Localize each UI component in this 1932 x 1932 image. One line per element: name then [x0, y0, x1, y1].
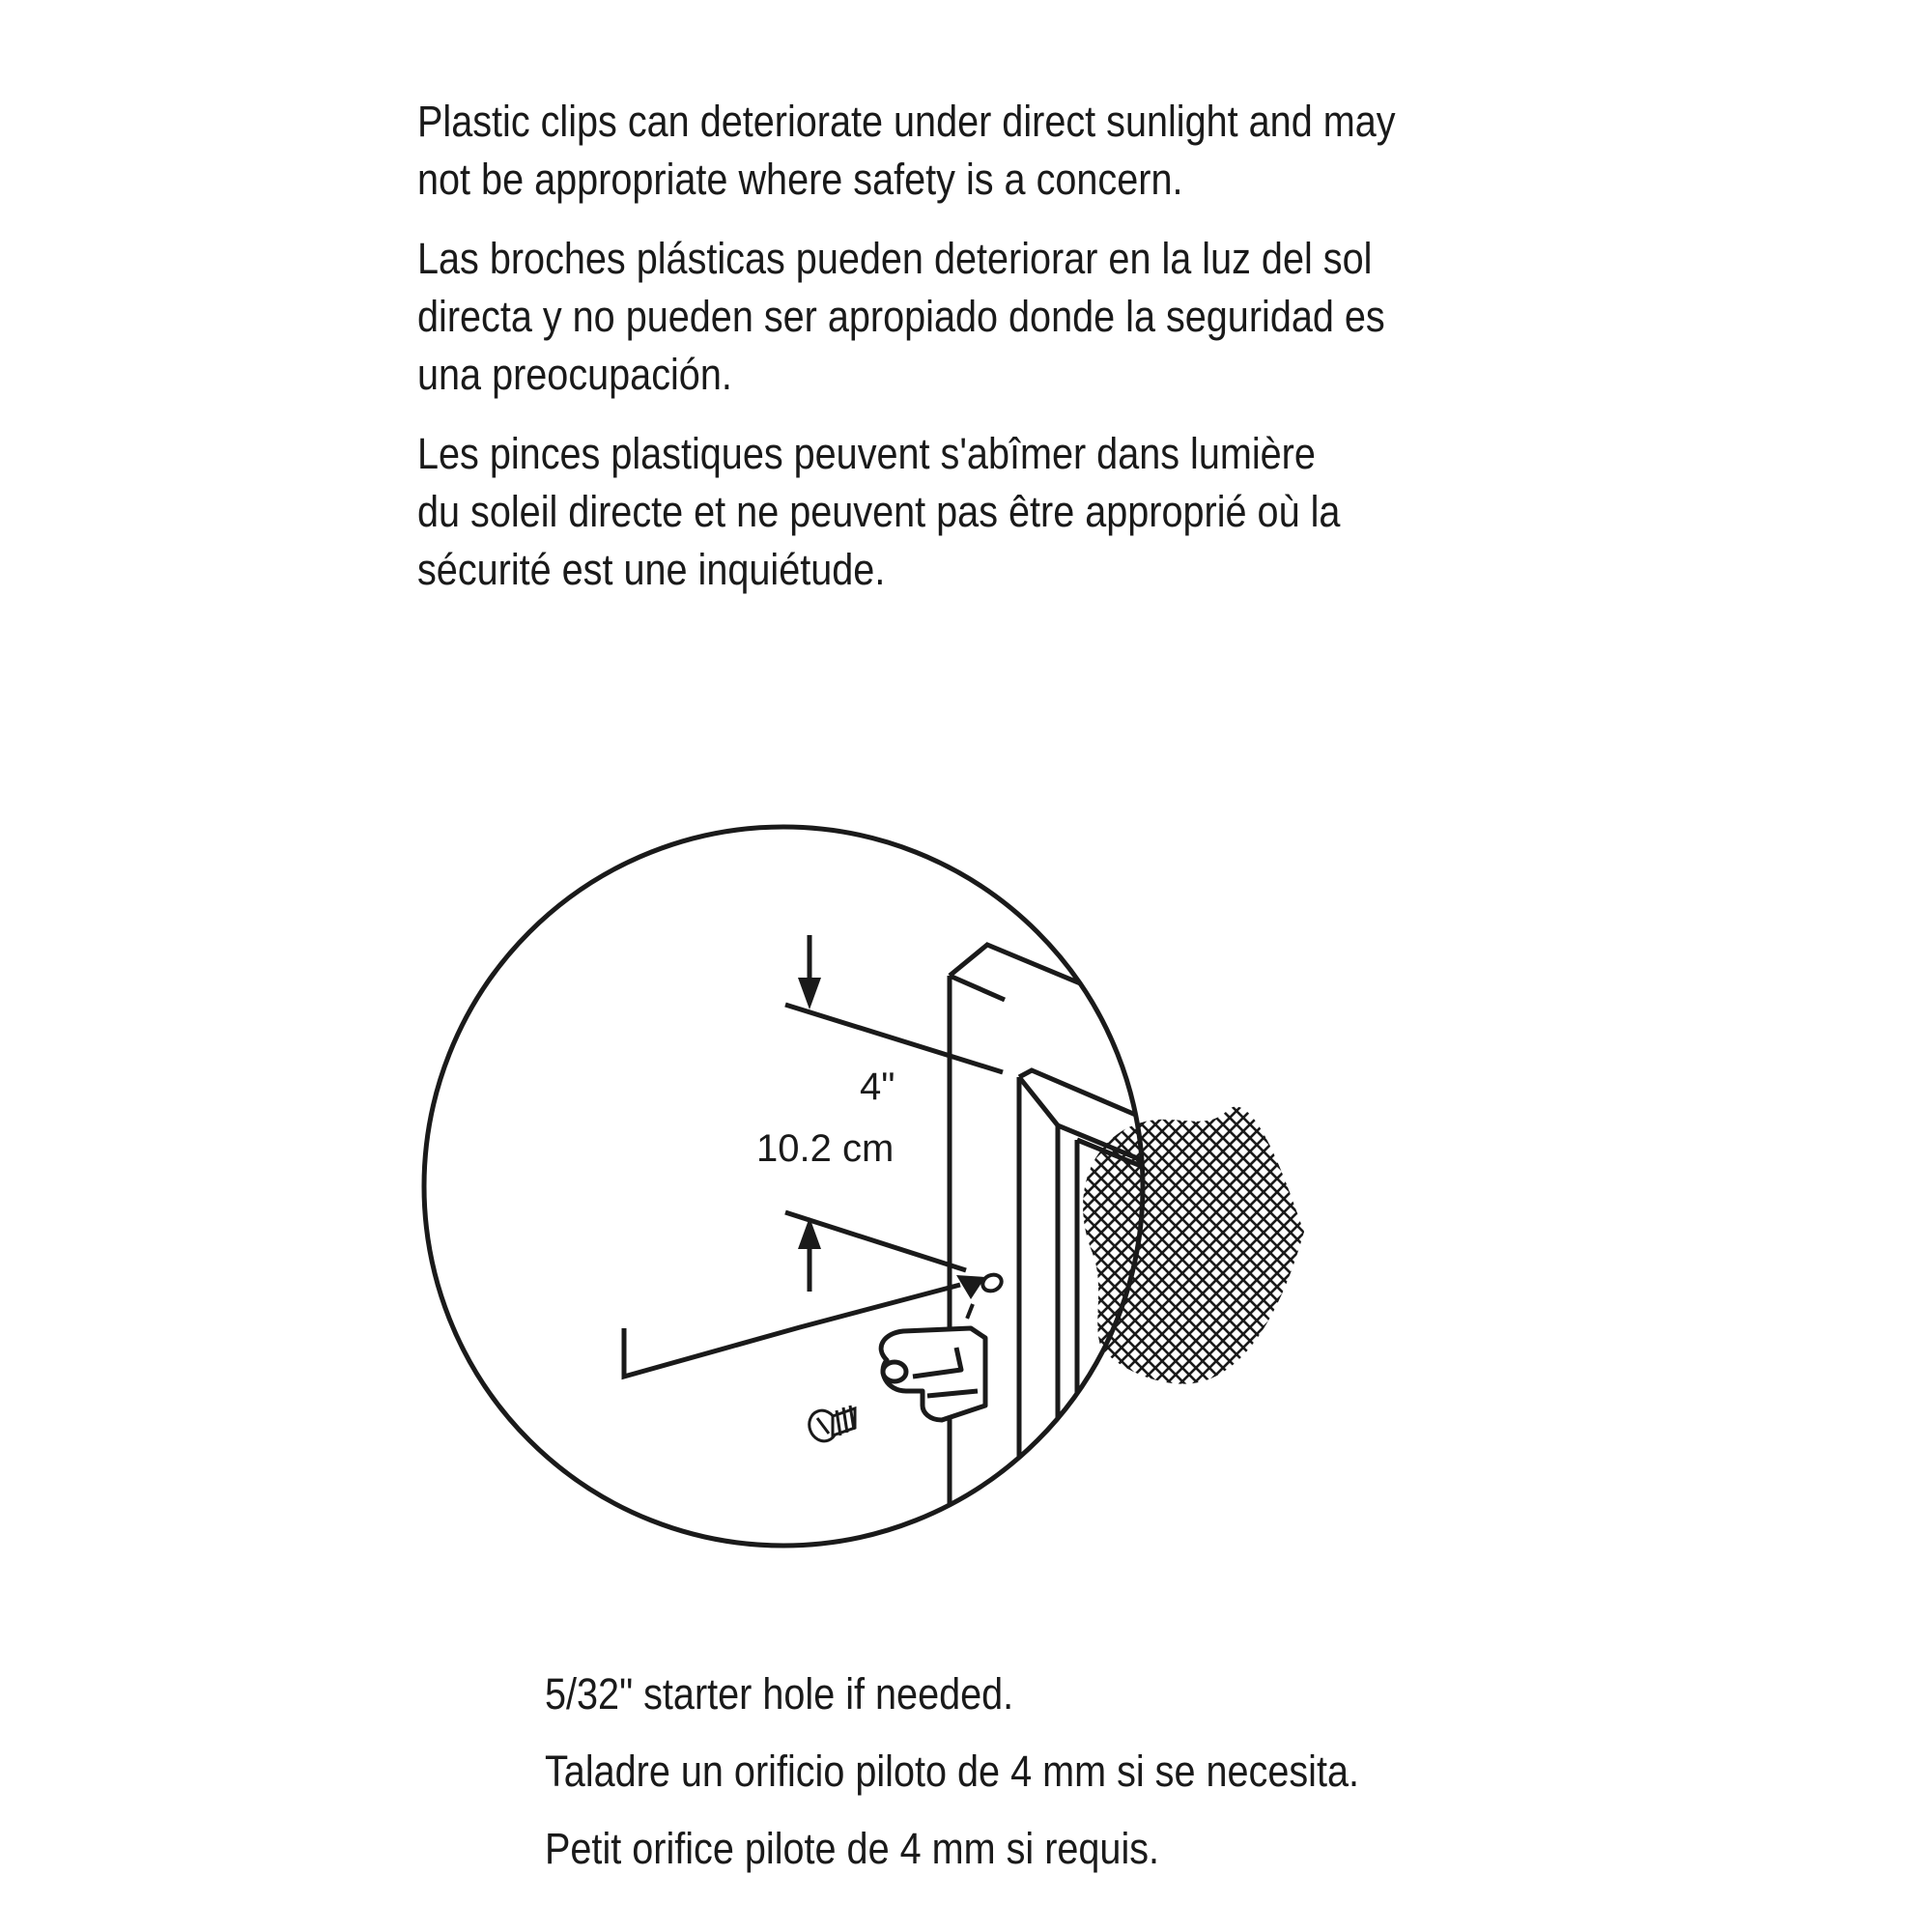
mesh-strand [1406, 1092, 1716, 1401]
starter-hole-caption [545, 1656, 1470, 1888]
mesh-strand [1298, 1092, 1607, 1401]
mesh-strand [1406, 1092, 1716, 1401]
mesh-strand [1434, 1092, 1743, 1401]
mesh-strand [1393, 1092, 1702, 1401]
dimension-inches: 4" [860, 1065, 895, 1108]
mesh-strand [1434, 1092, 1743, 1401]
mesh-strand [1379, 1092, 1689, 1401]
mesh-strand [1312, 1092, 1621, 1401]
mesh-strand [1366, 1092, 1675, 1401]
mesh-strand [1258, 1092, 1567, 1401]
plastic-clip-icon [881, 1328, 985, 1420]
warning-english-line-1: Plastic clips can deteriorate under direct sunlight and may [417, 97, 1396, 146]
mesh-strand [1325, 1092, 1634, 1401]
mesh-strand [1285, 1092, 1594, 1401]
warning-spanish-line-3: una preocupación. [417, 350, 732, 399]
warning-english-line-2: not be appropriate where safety is a concern. [417, 155, 1183, 204]
mesh-strand [1339, 1092, 1648, 1401]
starter-hole [980, 1272, 1005, 1294]
mesh-strand [1447, 1092, 1756, 1401]
caption-french: Petit orifice pilote de 4 mm si requis. [545, 1824, 1160, 1873]
screw-icon [805, 1406, 855, 1445]
mesh-strand [1352, 1092, 1662, 1401]
mesh-strand [1420, 1092, 1729, 1401]
warning-french-line-3: sécurité est une inquiétude. [417, 545, 886, 594]
window-frame [950, 945, 1420, 1642]
warning-spanish-line-1: Las broches plásticas pueden deteriorar en la luz del sol [417, 234, 1373, 283]
caption-spanish: Taladre un orificio piloto de 4 mm si se necesita. [545, 1747, 1360, 1796]
mesh-strand [1339, 1092, 1648, 1401]
arrow-down-icon [798, 978, 821, 1009]
warning-french-line-2: du soleil directe et ne peuvent pas être approprié où la [417, 487, 1341, 536]
caption-english: 5/32" starter hole if needed. [545, 1669, 1014, 1719]
mesh-strand [1393, 1092, 1702, 1401]
warning-french-line-1: Les pinces plastiques peuvent s'abîmer dans lumière [417, 429, 1316, 478]
mesh-strand [1379, 1092, 1689, 1401]
mesh-strand [1312, 1092, 1621, 1401]
mesh-strand [1258, 1092, 1567, 1401]
mesh-strand [1325, 1092, 1634, 1401]
mesh-strand [1285, 1092, 1594, 1401]
warning-spanish-line-2: directa y no pueden ser apropiado donde la seguridad es [417, 292, 1385, 341]
mesh-strand [1271, 1092, 1580, 1401]
mesh-strand [1352, 1092, 1662, 1401]
dimension-cm: 10.2 cm [756, 1127, 895, 1170]
mesh-strand [1366, 1092, 1675, 1401]
detail-circle [424, 827, 1143, 1546]
mesh-strand [1447, 1092, 1756, 1401]
arrow-right-icon [956, 1275, 985, 1299]
mesh-strand [1271, 1092, 1580, 1401]
mesh-strand [1420, 1092, 1729, 1401]
mesh-strand [1298, 1092, 1607, 1401]
